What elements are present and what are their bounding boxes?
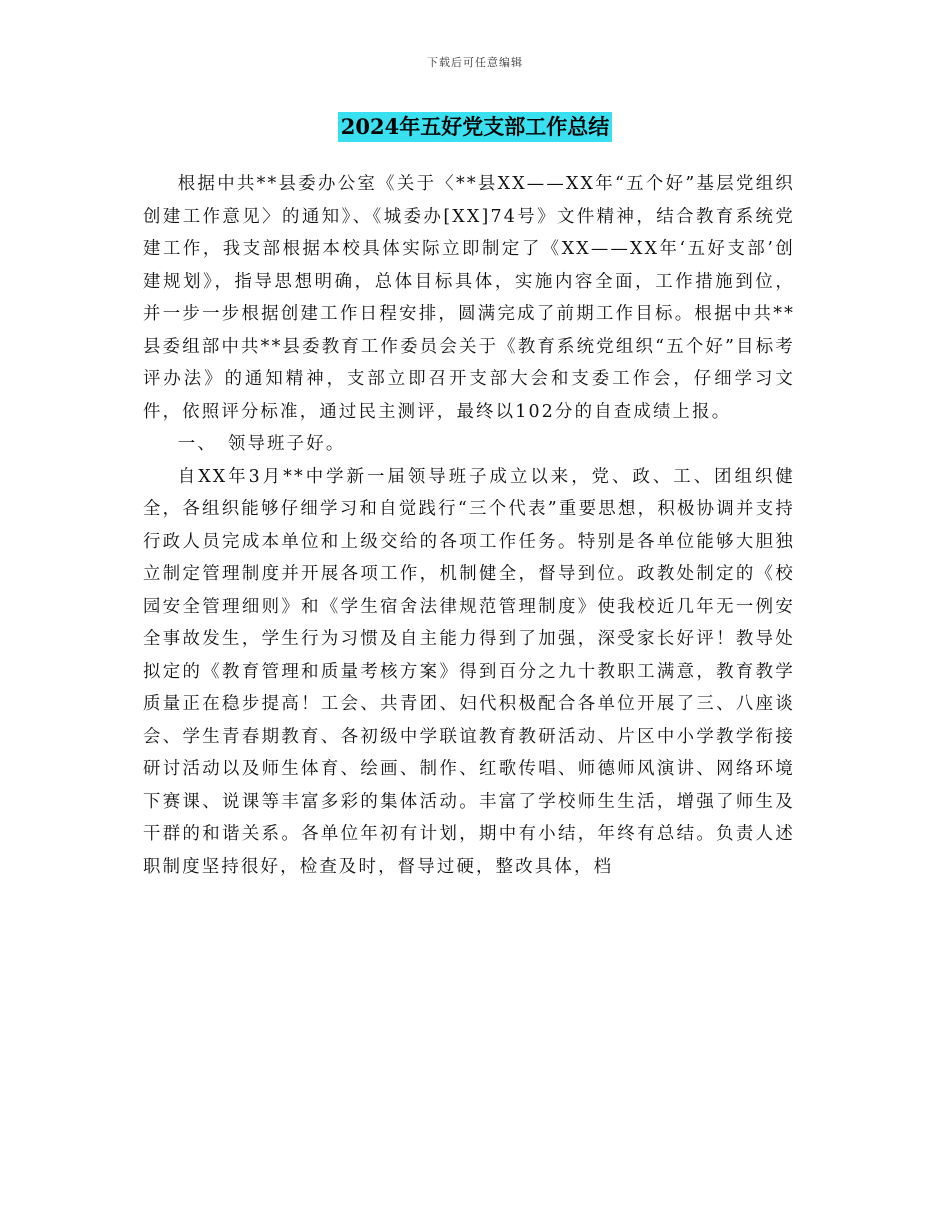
- document-title: 2024年五好党支部工作总结: [338, 112, 612, 142]
- document-body: [143, 168, 795, 883]
- paragraph-intro: 根据中共**县委办公室《关于〈**县XX——XX年“五个好”基层党组织创建工作意见〉的通知》、《城委办[XX]74号》文件精神，结合教育系统党建工作，我支部根据本校具体实际立即制定了《XX——XX年‘五好支部’创建规划》，指导思想明确，总体目标具体，实施内容全面，工作措施到位，并一步一步根据创建工作日程安排，圆满完成了前期工作目标。根据中共**县委组部中共**县委教育工作委员会关于《教育系统党组织“五个好”目标考评办法》的通知精神，支部立即召开支部大会和支委工作会，仔细学习文件，依照评分标准，通过民主测评，最终以102分的自查成绩上报。: [143, 174, 795, 422]
- section-heading-leadership: 一、 领导班子好。: [177, 434, 346, 454]
- title-container: [0, 112, 950, 142]
- page-header-note: 下载后可任意编辑: [427, 56, 523, 69]
- paragraph-leadership: 自XX年3月**中学新一届领导班子成立以来，党、政、工、团组织健全，各组织能够仔细学习和自觉践行“三个代表”重要思想，积极协调并支持行政人员完成本单位和上级交给的各项工作任务。特别是各单位能够大胆独立制定管理制度并开展各项工作，机制健全，督导到位。政教处制定的《校园安全管理细则》和《学生宿舍法律规范管理制度》使我校近几年无一例安全事故发生，学生行为习惯及自主能力得到了加强，深受家长好评！教导处拟定的《教育管理和质量考核方案》得到百分之九十教职工满意，教育教学质量正在稳步提高！工会、共青团、妇代积极配合各单位开展了三、八座谈会、学生青春期教育、各初级中学联谊教育教研活动、片区中小学教学衔接研讨活动以及师生体育、绘画、制作、红歌传唱、师德师风演讲、网络环境下赛课、说课等丰富多彩的集体活动。丰富了学校师生生活，增强了师生及干群的和谐关系。各单位年初有计划，期中有小结，年终有总结。负责人述职制度坚持很好，检查及时，督导过硬，整改具体，档: [143, 466, 795, 877]
